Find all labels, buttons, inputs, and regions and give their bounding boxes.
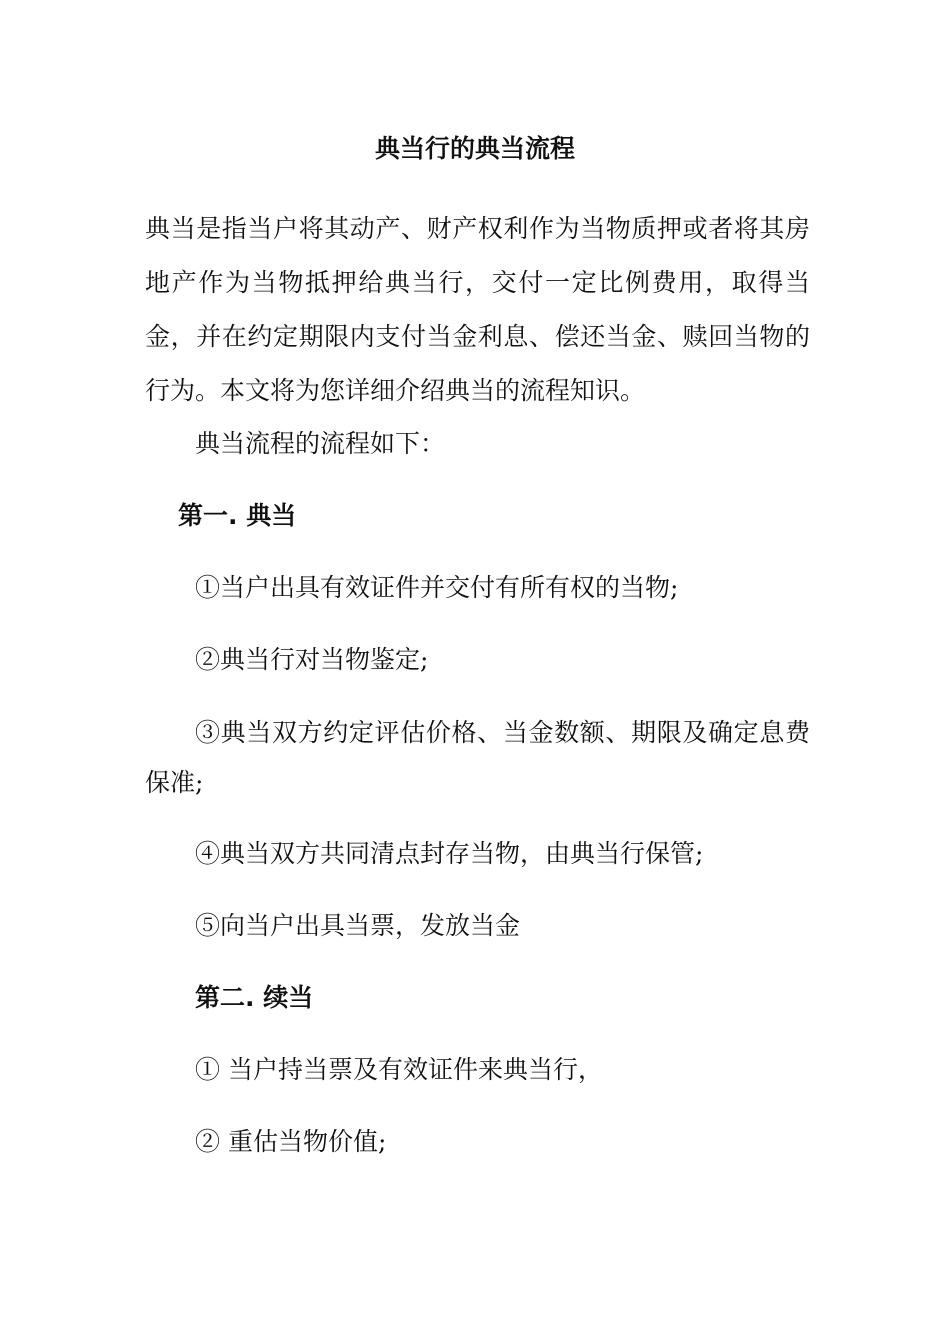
section-heading-renewal: 第二. 续当	[195, 983, 314, 1012]
section-heading-pawn: 第一. 典当	[178, 501, 297, 530]
pawn-step-5: ⑤向当户出具当票，发放当金	[195, 911, 521, 940]
pawn-step-2: ②典当行对当物鉴定;	[195, 645, 429, 674]
pawn-step-4: ④典当双方共同清点封存当物，由典当行保管;	[195, 839, 704, 868]
intro-paragraph: 典当是指当户将其动产、财产权利作为当物质押或者将其房地产作为当物抵押给典当行，交付一定比例费用，取得当金，并在约定期限内支付当金利息、偿还当金、赎回当物的行为。本文将为您详细介绍典当的流程知识。	[145, 214, 810, 405]
document-title: 典当行的典当流程	[374, 134, 575, 163]
flow-intro-text: 典当流程的流程如下：	[195, 429, 446, 458]
pawn-step-3: ③典当双方约定评估价格、当金数额、期限及确定息费保准;	[145, 718, 810, 797]
renewal-step-2: ② 重估当物价值;	[195, 1127, 387, 1156]
pawn-step-1: ①当户出具有效证件并交付有所有权的当物;	[195, 573, 679, 602]
renewal-step-1: ① 当户持当票及有效证件来典当行，	[195, 1055, 603, 1084]
